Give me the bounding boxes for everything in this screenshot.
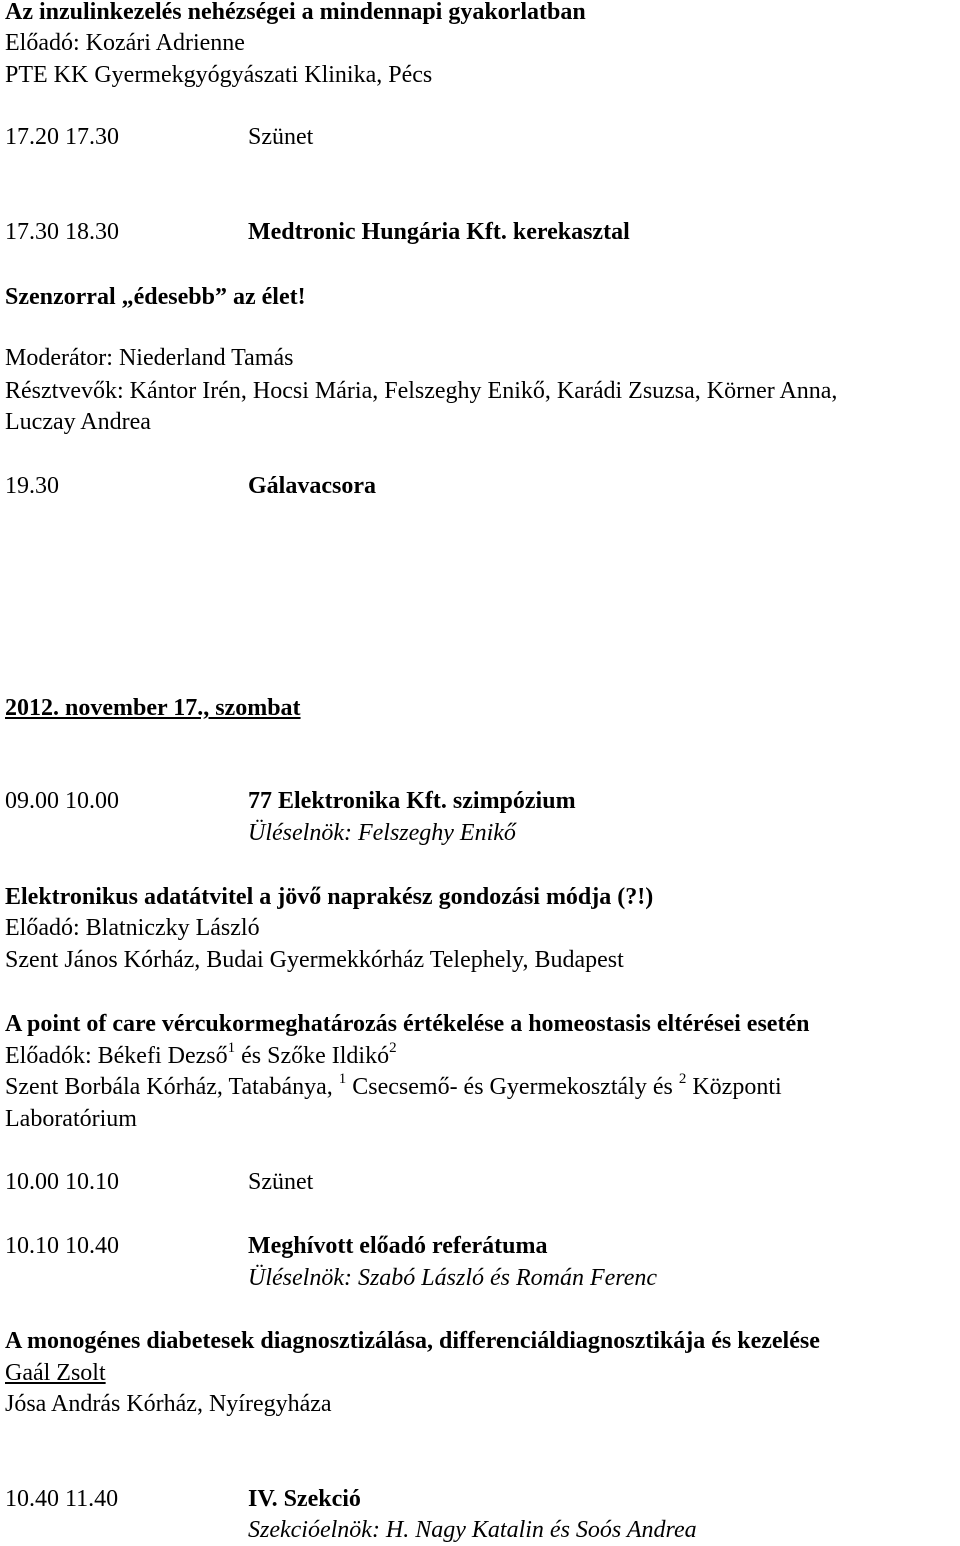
section-title: IV. Szekció: [248, 1486, 361, 1512]
break-label: Szünet: [248, 124, 314, 150]
affiliation-text: Szent Borbála Kórház, Tatabánya,: [5, 1074, 339, 1100]
affiliation-text: Csecsemő- és Gyermekosztály és: [346, 1074, 679, 1100]
footnote-mark: 1: [338, 1071, 347, 1087]
affiliation: Szent János Kórház, Budai Gyermekkórház Telephely, Budapest: [5, 947, 624, 973]
affiliation: Jósa András Kórház, Nyíregyháza: [5, 1391, 332, 1417]
talk-title: A point of care vércukormeghatározás értékelése a homeostasis eltérései esetén: [5, 1011, 810, 1037]
day-heading: 2012. november 17., szombat: [5, 695, 301, 721]
invited-title: Meghívott előadó referátuma: [248, 1233, 548, 1259]
footnote-mark: 2: [389, 1040, 397, 1056]
roundtable-title: Medtronic Hungária Kft. kerekasztal: [248, 219, 630, 245]
speakers: [5, 1041, 397, 1071]
affiliation-text: Központi: [686, 1074, 782, 1100]
participants-cont: Luczay Andrea: [5, 409, 151, 435]
speaker: Előadó: Blatniczky László: [5, 915, 260, 941]
affiliation: PTE KK Gyermekgyógyászati Klinika, Pécs: [5, 62, 433, 88]
participants: Résztvevők: Kántor Irén, Hocsi Mária, Felszeghy Enikő, Karádi Zsuzsa, Körner Anna,: [5, 378, 838, 404]
footnote-mark: 1: [227, 1040, 236, 1056]
dinner-label: Gálavacsora: [248, 473, 376, 499]
speakers-text: Előadók: Békefi Dezső: [5, 1043, 228, 1069]
invited-chair: Üléselnök: Szabó László és Román Ferenc: [248, 1265, 658, 1291]
roundtable-subtitle: Szenzorral „édesebb” az élet!: [5, 284, 306, 310]
break-time: 17.20 17.30: [5, 124, 119, 150]
moderator: Moderátor: Niederland Tamás: [5, 345, 294, 371]
roundtable-time: 17.30 18.30: [5, 219, 119, 245]
talk-title: Elektronikus adatátvitel a jövő naprakész gondozási módja (?!): [5, 884, 654, 910]
dinner-time: 19.30: [5, 473, 59, 499]
symposium-time: 09.00 10.00: [5, 788, 119, 814]
invited-time: 10.10 10.40: [5, 1233, 119, 1259]
talk-title: A monogénes diabetesek diagnosztizálása, differenciáldiagnosztikája és kezelése: [5, 1328, 820, 1354]
speakers-text: és Szőke Ildikó: [235, 1043, 390, 1069]
section-chair: Szekcióelnök: H. Nagy Katalin és Soós Andrea: [248, 1517, 697, 1543]
section-time: 10.40 11.40: [5, 1486, 119, 1512]
symposium-title: 77 Elektronika Kft. szimpózium: [248, 788, 576, 814]
speaker: Előadó: Kozári Adrienne: [5, 30, 245, 56]
affiliation-cont: Laboratórium: [5, 1106, 137, 1132]
break-time: 10.00 10.10: [5, 1169, 119, 1195]
footnote-mark: 2: [678, 1071, 687, 1087]
speaker: Gaál Zsolt: [5, 1360, 106, 1386]
break-label: Szünet: [248, 1169, 314, 1195]
affiliation: [5, 1072, 782, 1102]
talk-title: Az inzulinkezelés nehézségei a mindennapi gyakorlatban: [5, 0, 586, 25]
symposium-chair: Üléselnök: Felszeghy Enikő: [248, 820, 516, 846]
